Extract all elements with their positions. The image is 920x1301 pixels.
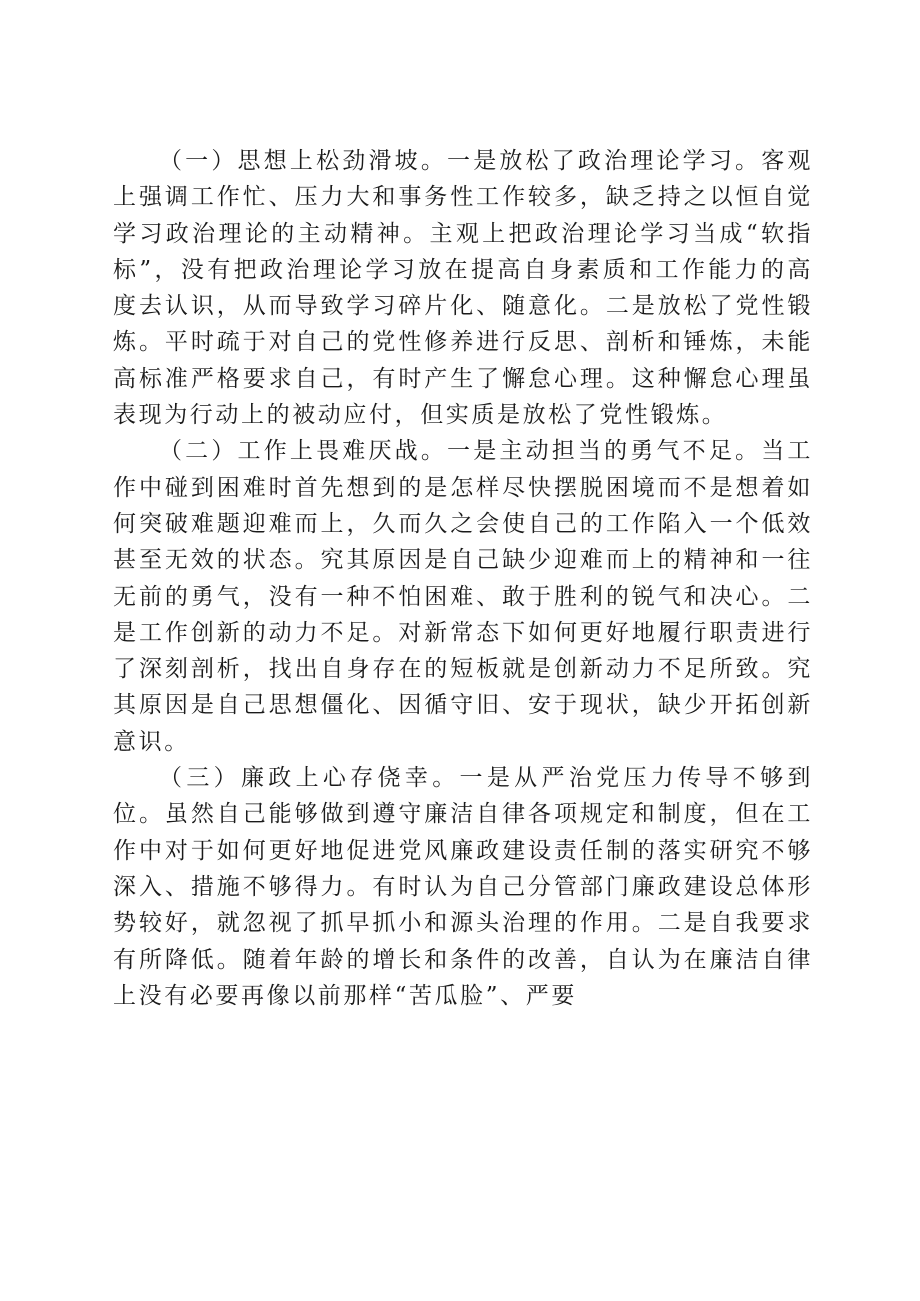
paragraph-work: （二）工作上畏难厌战。一是主动担当的勇气不足。当工作中碰到困难时首先想到的是怎样尽快摆脱困境而不是想着如何突破难题迎难而上，久而久之会使自己的工作陷入一个低效甚至无效的状态。究其原因是自己缺少迎难而上的精神和一往无前的勇气，没有一种不怕困难、敢于胜利的锐气和决心。二是工作创新的动力不足。对新常态下如何更好地履行职责进行了深刻剖析，找出自身存在的短板就是创新动力不足所致。究其原因是自己思想僵化、因循守旧、安于现状，缺少开拓创新意识。 bbox=[113, 438, 813, 755]
paragraph-ideology: （一）思想上松劲滑坡。一是放松了政治理论学习。客观上强调工作忙、压力大和事务性工作较多，缺乏持之以恒自觉学习政治理论的主动精神。主观上把政治理论学习当成“软指标”，没有把政治理论学习放在提高自身素质和工作能力的高度去认识，从而导致学习碎片化、随意化。二是放松了党性锻炼。平时疏于对自己的党性修养进行反思、剖析和锤炼，未能高标准严格要求自己，有时产生了懈怠心理。这种懈怠心理虽表现为行动上的被动应付，但实质是放松了党性锻炼。 bbox=[113, 148, 813, 429]
document-body bbox=[113, 143, 813, 1014]
paragraph-integrity: （三）廉政上心存侥幸。一是从严治党压力传导不够到位。虽然自己能够做到遵守廉洁自律各项规定和制度，但在工作中对于如何更好地促进党风廉政建设责任制的落实研究不够深入、措施不够得力。有时认为自己分管部门廉政建设总体形势较好，就忽视了抓早抓小和源头治理的作用。二是自我要求有所降低。随着年龄的增长和条件的改善，自认为在廉洁自律上没有必要再像以前那样“苦瓜脸”、严要 bbox=[113, 765, 813, 1009]
